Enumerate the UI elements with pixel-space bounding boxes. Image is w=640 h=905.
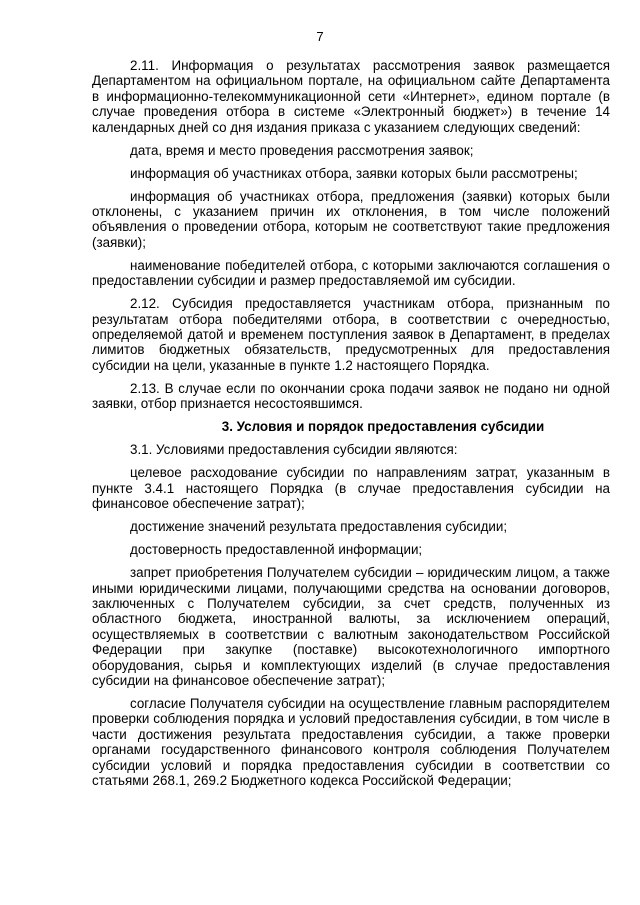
condition-currency-purchase-ban: запрет приобретения Получателем субсидии – юридическим лицом, а также иными юридическими лицами, получающими средства на основании договоров, заключенных с Получателем субсидии, за счет средств, полученных из областного бюджета, иностранной валюты, за исключением операций, осуществляемых в соответствии с валютным законодательством Российской Федерации при закупке (поставке) высокотехнологичного импортного оборудования, сырья и комплектующих изделий (в случае предоставления субсидии на финансовое обеспечение затрат); — [92, 565, 610, 688]
page-number: 7 — [316, 29, 324, 44]
condition-targeted-spending: целевое расходование субсидии по направлениям затрат, указанным в пункте 3.4.1 настоящего Порядка (в случае предоставления субсидии на финансовое обеспечение затрат); — [92, 465, 610, 512]
condition-result-achievement: достижение значений результата предоставления субсидии; — [130, 519, 508, 535]
paragraph-2-12: 2.12. Субсидия предоставляется участникам отбора, признанным по результатам отбора победителями отбора, в соответствии с очередностью, определяемой датой и временем поступления заявок в Департамент, в пределах лимитов бюджетных обязательств, предусмотренных для предоставления субсидии на цели, указанные в пункте 1.2 настоящего Порядка. — [92, 296, 610, 373]
document-body — [92, 58, 610, 796]
condition-inspection-consent: согласие Получателя субсидии на осуществление главным распорядителем проверки соблюдения порядка и условий предоставления субсидии, в том числе в части достижения результата предоставления субсидии, а также проверки органами государственного финансового контроля соблюдения Получателем субсидии условий и порядка предоставления субсидии в соответствии со статьями 268.1, 269.2 Бюджетного кодекса Российской Федерации; — [92, 695, 610, 788]
list-item-date-time-place: дата, время и место проведения рассмотрения заявок; — [130, 142, 474, 158]
list-item-participants-rejected: информация об участниках отбора, предложения (заявки) которых были отклонены, с указанием причин их отклонения, в том числе положений объявления о проведении отбора, которым не соответствуют такие предложения (заявки); — [92, 188, 610, 250]
section-heading: 3. Условия и порядок предоставления субсидии — [221, 419, 545, 435]
list-item-participants-reviewed: информация об участниках отбора, заявки которых были рассмотрены; — [130, 165, 578, 181]
paragraph-2-11: 2.11. Информация о результатах рассмотрения заявок размещается Департаментом на официальном портале, на официальном сайте Департамента в информационно-телекоммуникационной сети «Интернет», едином портале (в случае проведения отбора в системе «Электронный бюджет») в течение 14 календарных дней со дня издания приказа с указанием следующих сведений: — [92, 58, 610, 135]
paragraph-3-1: 3.1. Условиями предоставления субсидии являются: — [130, 442, 458, 458]
list-item-winners: наименование победителей отбора, с которыми заключаются соглашения о предоставлении субсидии и размер предоставляемой им субсидии. — [92, 257, 610, 289]
paragraph-2-13: 2.13. В случае если по окончании срока подачи заявок не подано ни одной заявки, отбор признается несостоявшимся. — [92, 380, 610, 412]
condition-information-reliability: достоверность предоставленной информации; — [130, 542, 423, 558]
